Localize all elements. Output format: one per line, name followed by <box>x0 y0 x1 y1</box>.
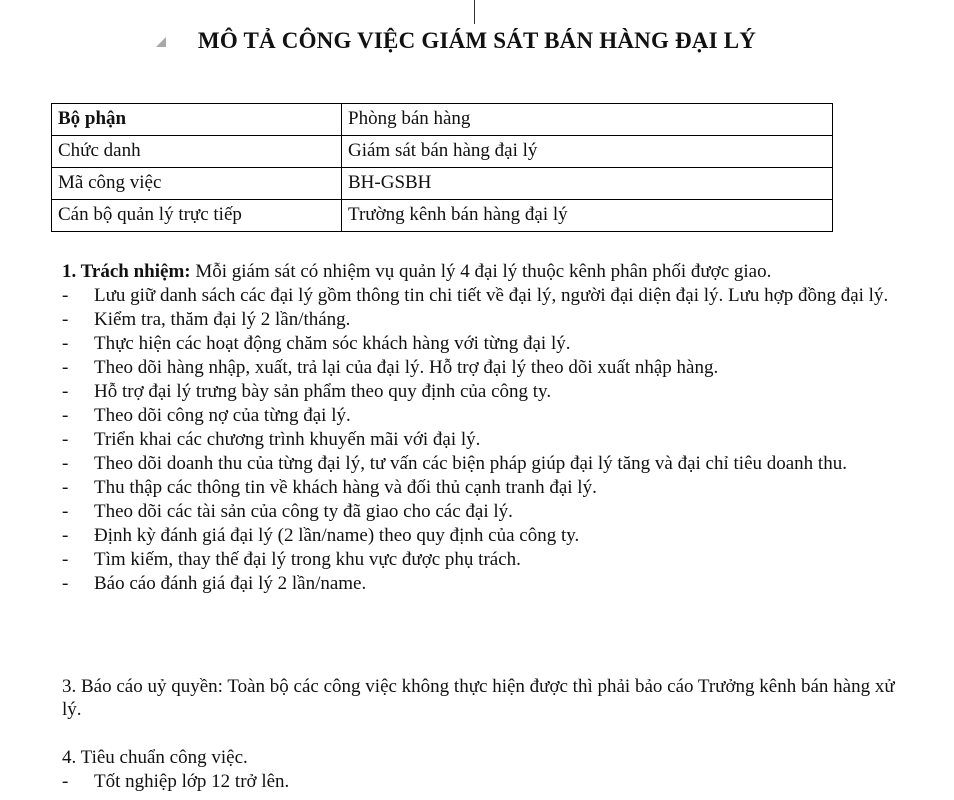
list-item <box>62 404 897 428</box>
list-item-text: Thu thập các thông tin về khách hàng và đối thủ cạnh tranh đại lý. <box>94 477 597 498</box>
list-item <box>62 548 897 572</box>
list-marker: - <box>62 501 69 522</box>
section-1-intro-text: Mỗi giám sát có nhiệm vụ quản lý 4 đại lý thuộc kênh phân phối được giao. <box>190 261 772 282</box>
table-row <box>52 136 833 168</box>
list-marker: - <box>62 771 69 792</box>
standards-list <box>62 770 897 794</box>
list-item-text: Tìm kiếm, thay thế đại lý trong khu vực được phụ trách. <box>94 549 521 570</box>
list-item <box>62 308 897 332</box>
list-marker: - <box>62 309 69 330</box>
list-marker: - <box>62 573 69 594</box>
section-1-intro <box>62 260 897 283</box>
list-item-text: Lưu giữ danh sách các đại lý gồm thông tin chi tiết về đại lý, người đại diện đại lý. Lưu hợp đồng đại lý. <box>94 285 889 306</box>
table-cell-value: BH-GSBH <box>342 168 833 200</box>
list-item <box>62 356 897 380</box>
table-cell-label: Cán bộ quản lý trực tiếp <box>52 200 342 232</box>
list-marker: - <box>62 525 69 546</box>
table-cell-label: Chức danh <box>52 136 342 168</box>
table-cell-value: Giám sát bán hàng đại lý <box>342 136 833 168</box>
list-item-text: Triển khai các chương trình khuyến mãi với đại lý. <box>94 429 481 450</box>
table-cell-value: Trường kênh bán hàng đại lý <box>342 200 833 232</box>
list-item-text: Tốt nghiệp lớp 12 trở lên. <box>94 771 290 792</box>
list-marker: - <box>62 429 69 450</box>
list-item <box>62 476 897 500</box>
list-item-text: Định kỳ đánh giá đại lý (2 lần/name) theo quy định của công ty. <box>94 525 580 546</box>
list-marker: - <box>62 477 69 498</box>
table-cell-label: Bộ phận <box>52 104 342 136</box>
list-item <box>62 332 897 356</box>
section-1-heading: 1. Trách nhiệm: <box>62 261 191 282</box>
list-marker: - <box>62 333 69 354</box>
list-marker: - <box>62 285 69 306</box>
list-marker: - <box>62 405 69 426</box>
list-item-text: Báo cáo đánh giá đại lý 2 lần/name. <box>94 573 367 594</box>
list-item-text: Theo dõi doanh thu của từng đại lý, tư vấn các biện pháp giúp đại lý tăng và đại chỉ tiêu doanh thu. <box>94 453 847 474</box>
document-title: MÔ TẢ CÔNG VIỆC GIÁM SÁT BÁN HÀNG ĐẠI LÝ <box>197 28 757 53</box>
list-item <box>62 770 897 794</box>
section-4-heading: 4. Tiêu chuẩn công việc. <box>62 747 248 768</box>
list-item <box>62 452 897 476</box>
list-marker: - <box>62 453 69 474</box>
list-item <box>62 380 897 404</box>
list-marker: - <box>62 357 69 378</box>
text-cursor <box>474 0 475 24</box>
table-cell-value: Phòng bán hàng <box>342 104 833 136</box>
list-item-text: Hỗ trợ đại lý trưng bày sản phẩm theo quy định của công ty. <box>94 381 552 402</box>
table-cell-label: Mã công việc <box>52 168 342 200</box>
list-item <box>62 500 897 524</box>
list-item-text: Theo dõi các tài sản của công ty đã giao cho các đại lý. <box>94 501 513 522</box>
list-item <box>62 524 897 548</box>
info-table <box>51 103 833 232</box>
list-item-text: Thực hiện các hoạt động chăm sóc khách hàng với từng đại lý. <box>94 333 571 354</box>
section-3-delegation: 3. Báo cáo uỷ quyền: Toàn bộ các công việc không thực hiện được thì phải bảo cáo Trưởng kênh bán hàng xử lý. <box>62 676 895 720</box>
list-item <box>62 572 897 596</box>
list-item-text: Kiểm tra, thăm đại lý 2 lần/tháng. <box>94 309 351 330</box>
list-marker: - <box>62 549 69 570</box>
table-row <box>52 168 833 200</box>
list-item <box>62 428 897 452</box>
responsibility-list <box>62 284 897 596</box>
list-item-text: Theo dõi công nợ của từng đại lý. <box>94 405 351 426</box>
list-item-text: Theo dõi hàng nhập, xuất, trả lại của đại lý. Hỗ trợ đại lý theo dõi xuất nhập hàng. <box>94 357 719 378</box>
list-item <box>62 284 897 308</box>
table-row <box>52 200 833 232</box>
table-row <box>52 104 833 136</box>
list-marker: - <box>62 381 69 402</box>
